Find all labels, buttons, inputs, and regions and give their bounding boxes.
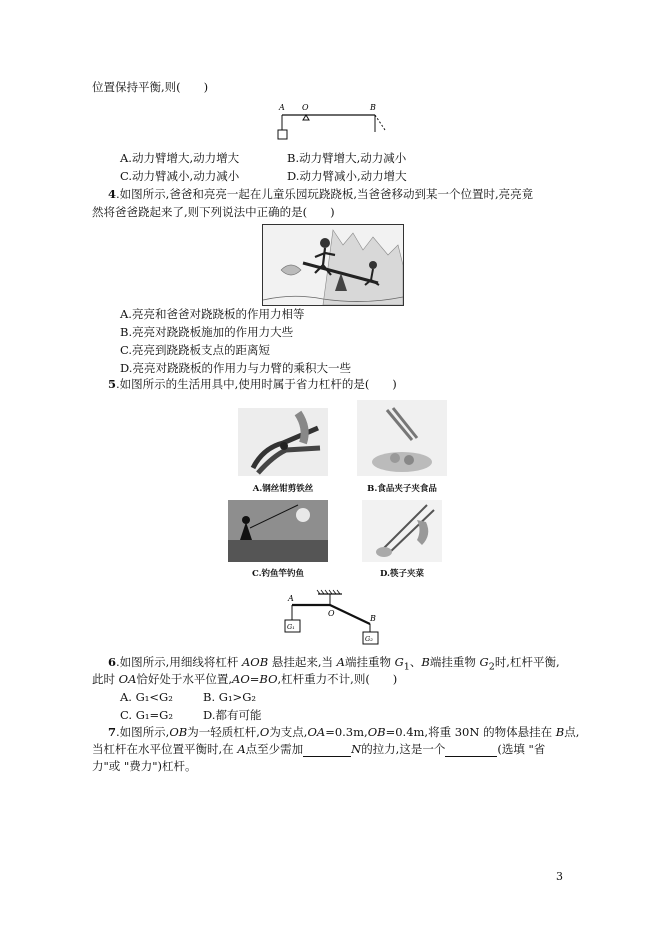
caption-a: A.钢丝钳剪铁丝 (252, 484, 314, 494)
q5-stem (108, 377, 397, 392)
answer-blank-force[interactable] (303, 744, 351, 757)
arm-ob (330, 605, 370, 624)
q7-stem-line2: 当杠杆在水平位置平衡时,在 A点至少需加 N的拉力,这是一个 (选填 "省 (92, 742, 546, 756)
q6-option-d: D.都有可能 (203, 708, 262, 722)
child-head (369, 261, 377, 269)
q4-option-b: B.亮亮对跷跷板施加的作用力大些 (120, 325, 294, 339)
label-a: A (288, 594, 294, 603)
q4-stem-line1 (108, 187, 533, 202)
father-head (320, 238, 330, 248)
q6-option-c: C. G₁=G₂ (120, 708, 173, 722)
seesaw-illustration (262, 224, 404, 306)
label-o: O (328, 609, 335, 618)
label-g2: G₂ (365, 635, 373, 643)
caption-d: D.筷子夹菜 (379, 569, 425, 579)
q3-lever-figure (270, 100, 400, 144)
q6-lever-figure (280, 588, 390, 646)
q4-number: 4 (108, 187, 117, 201)
q3-option-c: C.动力臂减小,动力减小 (120, 169, 240, 183)
q4-option-a: A.亮亮和爸爸对跷跷板的作用力相等 (120, 307, 305, 321)
photo-fishing-rod (228, 500, 328, 562)
label-b: B (370, 614, 376, 623)
q6-option-b: B. G₁>G₂ (203, 690, 256, 704)
label-o: O (302, 103, 309, 112)
label-b: B (370, 103, 376, 112)
caption-c: C.钓鱼竿钓鱼 (251, 569, 305, 579)
seesaw-drawing (263, 225, 403, 305)
q4-option-d: D.亮亮对跷跷板的作用力与力臂的乘积大一些 (120, 361, 351, 375)
q3-continuation: 位置保持平衡,则( ) (92, 80, 209, 94)
answer-blank-type[interactable] (445, 744, 497, 757)
q7-stem-line1: 7.如图所示,OB为一轻质杠杆,O为支点,OA=0.3m,OB=0.4m,将重 30N 的物体悬挂在 B点, (108, 725, 580, 739)
photo-chopsticks (362, 500, 442, 562)
label-a: A (279, 103, 285, 112)
photo-pliers (238, 408, 328, 476)
q7-stem-line3: 力"或 "费力")杠杆。 (92, 759, 197, 773)
q3-option-b: B.动力臂增大,动力减小 (287, 151, 407, 165)
q5-number: 5 (108, 377, 117, 391)
q7-number: 7 (108, 725, 117, 739)
q6-stem-line1: 6.如图所示,用细线将杠杆 AOB 悬挂起来,当 A端挂重物 $G_1$、B端挂重物 $G_2$时,杠杆平衡, (108, 655, 560, 673)
q6-number: 6 (108, 655, 117, 669)
q4-option-c: C.亮亮到跷跷板支点的距离短 (120, 343, 271, 357)
photo-food-tongs (357, 400, 447, 476)
caption-b: B.食品夹子夹食品 (367, 484, 437, 494)
label-g1: G₁ (287, 623, 295, 631)
weight-box (278, 130, 287, 139)
q3-option-d: D.动力臂减小,动力增大 (287, 169, 407, 183)
q4-text1: .如图所示,爸爸和亮亮一起在儿童乐园玩跷跷板,当爸爸移动到某一个位置时,亮亮竟 (116, 187, 534, 201)
page-number: 3 (556, 870, 563, 883)
q6-option-a: A. G₁<G₂ (120, 690, 173, 704)
force-tilted (375, 115, 385, 130)
fulcrum-icon (303, 115, 309, 120)
q5-text: .如图所示的生活用具中,使用时属于省力杠杆的是( ) (116, 377, 397, 391)
q4-stem-line2: 然将爸爸跷起来了,则下列说法中正确的是( ) (92, 205, 335, 219)
q3-option-a: A.动力臂增大,动力增大 (120, 151, 240, 165)
q6-stem-line2: 此时 OA恰好处于水平位置,AO=BO,杠杆重力不计,则( ) (92, 672, 398, 686)
